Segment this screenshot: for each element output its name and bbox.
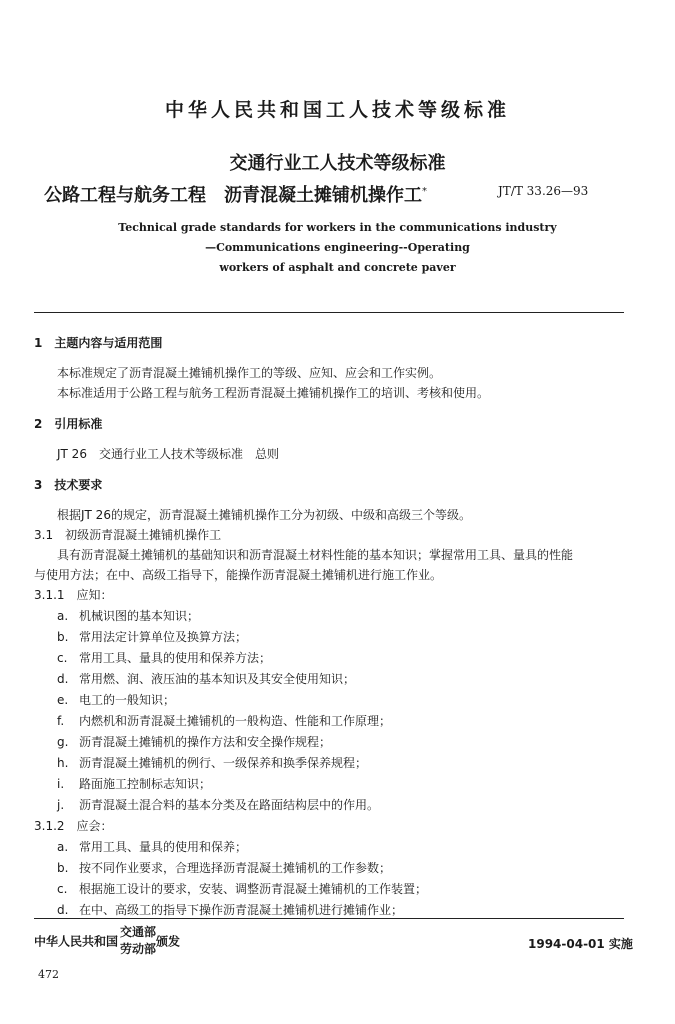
section-2-heading: 2 引用标准 xyxy=(34,417,103,431)
item-text: 按不同作业要求，合理选择沥青混凝土摊铺机的工作参数； xyxy=(79,861,392,875)
list-item xyxy=(57,670,355,687)
footnote-mark: * xyxy=(422,186,427,197)
item-text: 根据施工设计的要求，安装、调整沥青混凝土摊铺机的工作装置； xyxy=(79,882,428,896)
item-text: 在中、高级工的指导下操作沥青混凝土摊铺机进行摊铺作业； xyxy=(79,903,404,917)
page-number: 472 xyxy=(38,968,59,981)
item-text: 路面施工控制标志知识； xyxy=(79,777,212,791)
section-3-1-1-heading: 3.1.1 应知： xyxy=(34,588,113,602)
list-item xyxy=(57,859,391,876)
item-letter: h. xyxy=(57,756,69,770)
list-item xyxy=(57,733,331,750)
issuer-ministry-1: 交通部 xyxy=(120,925,157,939)
list-item xyxy=(57,649,271,666)
item-text: 沥青混凝土摊铺机的例行、一级保养和换季保养规程； xyxy=(79,756,368,770)
list-item xyxy=(57,628,247,645)
english-title-line3: workers of asphalt and concrete paver xyxy=(219,261,456,274)
issuer-ministries xyxy=(120,924,156,958)
effective-date: 1994-04-01 实施 xyxy=(528,937,633,951)
item-letter: a. xyxy=(57,609,69,623)
section-3-1-paragraph-b: 与使用方法；在中、高级工指导下，能操作沥青混凝土摊铺机进行施工作业。 xyxy=(34,568,443,582)
section-1-heading: 1 主题内容与适用范围 xyxy=(34,336,163,350)
english-title-line2: —Communications engineering--Operating xyxy=(205,241,470,254)
standard-code: JT/T 33.26—93 xyxy=(498,184,589,198)
section-3-heading: 3 技术要求 xyxy=(34,478,103,492)
item-letter: e. xyxy=(57,693,69,707)
list-item xyxy=(57,754,367,771)
section-1-paragraph-1: 本标准规定了沥青混凝土摊铺机操作工的等级、应知、应会和工作实例。 xyxy=(57,366,442,380)
english-title-line1: Technical grade standards for workers in the communications industry xyxy=(118,221,557,234)
item-letter: b. xyxy=(57,861,69,875)
list-item xyxy=(57,880,427,897)
item-text: 机械识图的基本知识； xyxy=(79,609,200,623)
list-item xyxy=(57,607,199,624)
item-letter: d. xyxy=(57,903,69,917)
document-title-line1: 交通行业工人技术等级标准 xyxy=(229,153,446,174)
section-2-reference: JT 26 交通行业工人技术等级标准 总则 xyxy=(57,447,279,461)
item-text: 内燃机和沥青混凝土摊铺机的一般构造、性能和工作原理； xyxy=(79,714,392,728)
list-item xyxy=(57,901,403,918)
item-letter: d. xyxy=(57,672,69,686)
title-line2-text: 公路工程与航务工程 沥青混凝土摊铺机操作工 xyxy=(44,185,422,206)
item-text: 沥青混凝土混合料的基本分类及在路面结构层中的作用。 xyxy=(79,798,380,812)
bottom-divider xyxy=(34,918,624,919)
item-text: 常用工具、量具的使用和保养； xyxy=(79,840,248,854)
list-item xyxy=(57,691,175,708)
issuer-ministry-2: 劳动部 xyxy=(120,942,157,956)
item-letter: i. xyxy=(57,777,65,791)
list-item xyxy=(57,838,247,855)
list-item xyxy=(57,775,211,792)
list-item xyxy=(57,796,379,813)
item-letter: b. xyxy=(57,630,69,644)
item-letter: f. xyxy=(57,714,65,728)
item-text: 电工的一般知识； xyxy=(79,693,176,707)
document-title-line2 xyxy=(44,181,427,207)
item-letter: c. xyxy=(57,651,68,665)
top-divider xyxy=(34,312,624,313)
standard-series-title: 中华人民共和国工人技术等级标准 xyxy=(164,99,510,121)
item-letter: g. xyxy=(57,735,69,749)
issuer-suffix: 颁发 xyxy=(156,934,181,949)
item-text: 沥青混凝土摊铺机的操作方法和安全操作规程； xyxy=(79,735,332,749)
item-letter: a. xyxy=(57,840,69,854)
section-3-intro: 根据JT 26的规定，沥青混凝土摊铺机操作工分为初级、中级和高级三个等级。 xyxy=(57,508,471,522)
list-item xyxy=(57,712,391,729)
item-text: 常用工具、量具的使用和保养方法； xyxy=(79,651,272,665)
section-1-paragraph-2: 本标准适用于公路工程与航务工程沥青混凝土摊铺机操作工的培训、考核和使用。 xyxy=(57,386,490,400)
section-3-1-paragraph-a: 具有沥青混凝土摊铺机的基础知识和沥青混凝土材料性能的基本知识；掌握常用工具、量具的性能 xyxy=(57,548,574,562)
item-text: 常用燃、润、液压油的基本知识及其安全使用知识； xyxy=(79,672,356,686)
section-3-1-heading: 3.1 初级沥青混凝土摊铺机操作工 xyxy=(34,528,222,542)
item-letter: c. xyxy=(57,882,68,896)
section-3-1-2-heading: 3.1.2 应会： xyxy=(34,819,113,833)
issuer-prefix: 中华人民共和国 xyxy=(34,934,119,949)
issuer xyxy=(34,924,180,964)
item-text: 常用法定计算单位及换算方法； xyxy=(79,630,248,644)
item-letter: j. xyxy=(57,798,65,812)
